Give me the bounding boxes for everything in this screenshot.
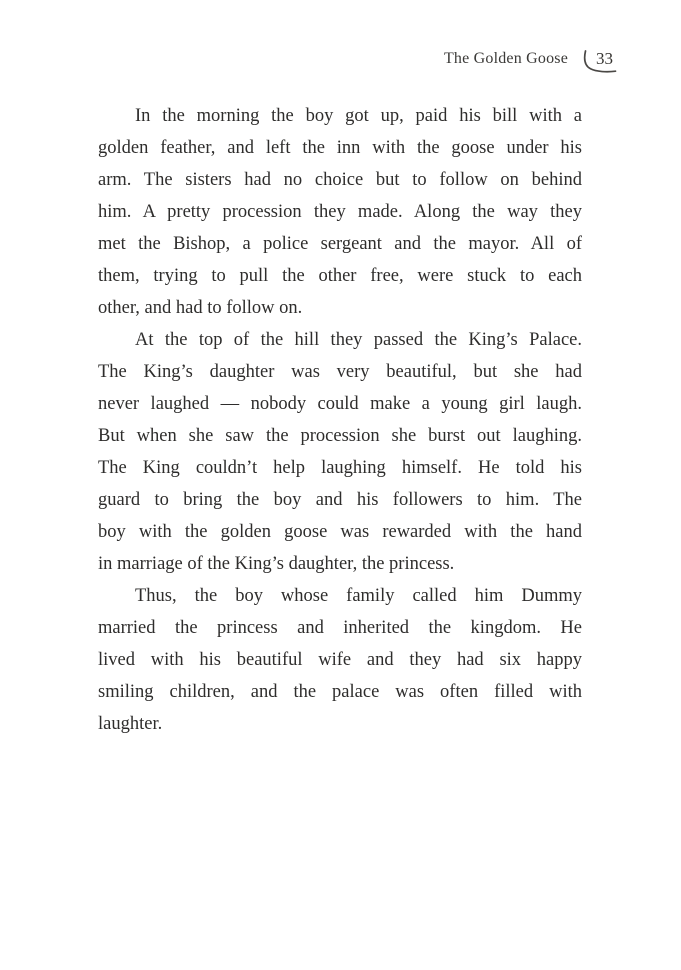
text-line: married the princess and inherited the kingdom. He — [98, 618, 582, 638]
text-line: arm. The sisters had no choice but to follow on behind — [98, 170, 582, 190]
text-line: in marriage of the King’s daughter, the princess. — [98, 554, 455, 574]
text-line: At the top of the hill they passed the King’s Palace. — [135, 330, 582, 350]
running-header — [444, 48, 615, 80]
text-line: laughter. — [98, 714, 163, 734]
text-line: him. A pretty procession they made. Along the way they — [98, 202, 582, 222]
text-line: The King couldn’t help laughing himself. He told his — [98, 458, 582, 478]
page-number-value: 33 — [596, 49, 613, 68]
story-text — [98, 100, 582, 740]
text-line: lived with his beautiful wife and they had six happy — [98, 650, 582, 670]
text-line: guard to bring the boy and his followers to him. The — [98, 490, 582, 510]
text-line: met the Bishop, a police sergeant and the mayor. All of — [98, 234, 582, 254]
text-line: Thus, the boy whose family called him Dummy — [135, 586, 582, 606]
text-line: smiling children, and the palace was often filled with — [98, 682, 582, 702]
paragraph — [98, 324, 582, 580]
page-number — [581, 48, 615, 80]
text-line: them, trying to pull the other free, were stuck to each — [98, 266, 582, 286]
text-line: But when she saw the procession she burst out laughing. — [98, 426, 582, 446]
running-title: The Golden Goose — [443, 50, 568, 67]
text-line: other, and had to follow on. — [98, 298, 303, 318]
text-line: never laughed — nobody could make a young girl laugh. — [98, 394, 582, 414]
paragraph — [98, 100, 582, 324]
text-line: The King’s daughter was very beautiful, but she had — [98, 362, 582, 382]
text-line: In the morning the boy got up, paid his bill with a — [135, 106, 582, 126]
text-line: golden feather, and left the inn with the goose under his — [98, 138, 582, 158]
paragraph — [98, 580, 582, 740]
text-line: boy with the golden goose was rewarded with the hand — [98, 522, 582, 542]
